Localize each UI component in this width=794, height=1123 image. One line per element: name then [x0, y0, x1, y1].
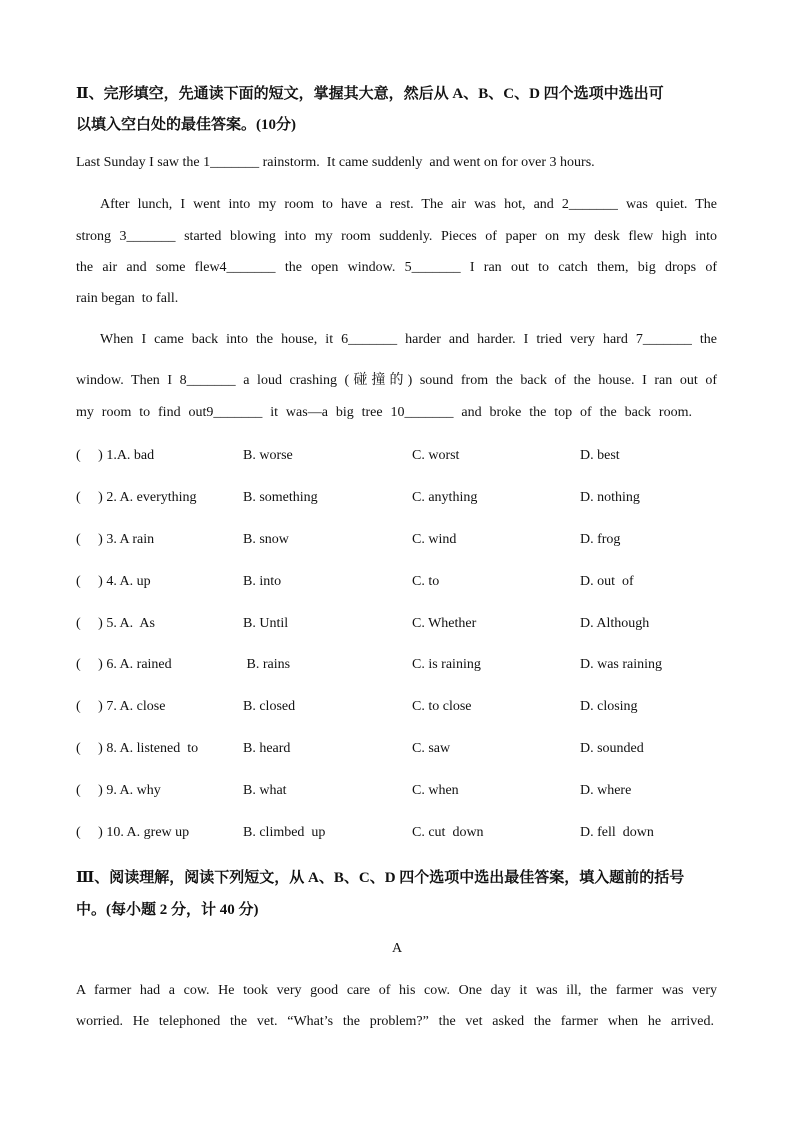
option-d: D. fell down [580, 825, 654, 840]
question-row [76, 448, 756, 468]
option-b: B. Until [243, 616, 289, 631]
option-d: D. where [580, 783, 632, 798]
option-c: C. to close [412, 699, 472, 714]
option-b: B. into [243, 574, 282, 589]
cloze-passage-line-4: the air and some flew4_______ the open window. 5_______ I ran out to catch them, big drops of [76, 260, 717, 275]
option-c: C. Whether [412, 616, 477, 631]
question-row [76, 741, 756, 761]
question-row [76, 825, 756, 845]
option-c: C. anything [412, 490, 478, 505]
question-stem: ( ) 7. A. close [76, 699, 166, 714]
option-c: C. worst [412, 448, 460, 463]
question-row [76, 699, 756, 719]
option-d: D. closing [580, 699, 638, 714]
question-row [76, 616, 756, 636]
question-row [76, 490, 756, 510]
option-d: D. nothing [580, 490, 640, 505]
passage-label: A [391, 941, 403, 956]
cloze-passage-line-2: After lunch, I went into my room to have a rest. The air was hot, and 2_______ was quiet. The [100, 197, 717, 212]
section-2-title-line-2: 以填入空白处的最佳答案。(10分) [76, 117, 296, 133]
question-row [76, 783, 756, 803]
question-stem: ( ) 1.A. bad [76, 448, 155, 463]
cloze-passage-line-5: rain began to fall. [76, 291, 179, 306]
option-b: B. what [243, 783, 287, 798]
option-c: C. saw [412, 741, 451, 756]
question-stem: ( ) 3. A rain [76, 532, 155, 547]
reading-passage-line-1: A farmer had a cow. He took very good care of his cow. One day it was ill, the farmer was very [76, 983, 717, 998]
option-c: C. when [412, 783, 459, 798]
option-d: D. out of [580, 574, 634, 589]
cloze-passage-line-8: my room to find out9_______ it was—a big tree 10_______ and broke the top of the back room. [76, 405, 692, 420]
question-row [76, 657, 756, 677]
option-c: C. cut down [412, 825, 484, 840]
option-d: D. frog [580, 532, 621, 547]
reading-passage-line-2: worried. He telephoned the vet. “What’s the problem?” the vet asked the farmer when he arrived. [76, 1014, 714, 1029]
section-2-title-line-1: Ⅱ、完形填空，先通读下面的短文，掌握其大意，然后从 A、B、C、D 四个选项中选出可 [76, 86, 664, 102]
question-stem: ( ) 8. A. listened to [76, 741, 199, 756]
option-d: D. was raining [580, 657, 663, 672]
question-stem: ( ) 5. A. As [76, 616, 155, 631]
option-b: B. snow [243, 532, 289, 547]
cloze-passage-line-7: window. Then I 8_______ a loud crashing (碰撞的) sound from the back of the house. I ran out of [76, 373, 717, 388]
cloze-passage-line-3: strong 3_______ started blowing into my room suddenly. Pieces of paper on my desk flew high into [76, 229, 717, 244]
cloze-passage-line-6: When I came back into the house, it 6_______ harder and harder. I tried very hard 7_______ the [100, 332, 717, 347]
option-c: C. is raining [412, 657, 481, 672]
option-b: B. heard [243, 741, 291, 756]
question-stem: ( ) 9. A. why [76, 783, 161, 798]
section-3-title-line-2: 中。(每小题 2 分，计 40 分) [76, 902, 259, 918]
section-3-title-line-1: Ⅲ、阅读理解，阅读下列短文，从 A、B、C、D 四个选项中选出最佳答案，填入题前的括号 [76, 870, 685, 886]
question-row [76, 532, 756, 552]
option-b: B. rains [243, 657, 291, 672]
option-b: B. something [243, 490, 318, 505]
question-stem: ( ) 10. A. grew up [76, 825, 190, 840]
question-stem: ( ) 6. A. rained [76, 657, 172, 672]
option-c: C. to [412, 574, 440, 589]
option-b: B. worse [243, 448, 293, 463]
option-b: B. closed [243, 699, 296, 714]
option-d: D. Although [580, 616, 650, 631]
option-d: D. best [580, 448, 620, 463]
question-stem: ( ) 2. A. everything [76, 490, 197, 505]
cloze-passage-line-1: Last Sunday I saw the 1_______ rainstorm. It came suddenly and went on for over 3 hours. [76, 155, 595, 170]
option-d: D. sounded [580, 741, 644, 756]
question-stem: ( ) 4. A. up [76, 574, 151, 589]
option-b: B. climbed up [243, 825, 326, 840]
question-row [76, 574, 756, 594]
option-c: C. wind [412, 532, 457, 547]
